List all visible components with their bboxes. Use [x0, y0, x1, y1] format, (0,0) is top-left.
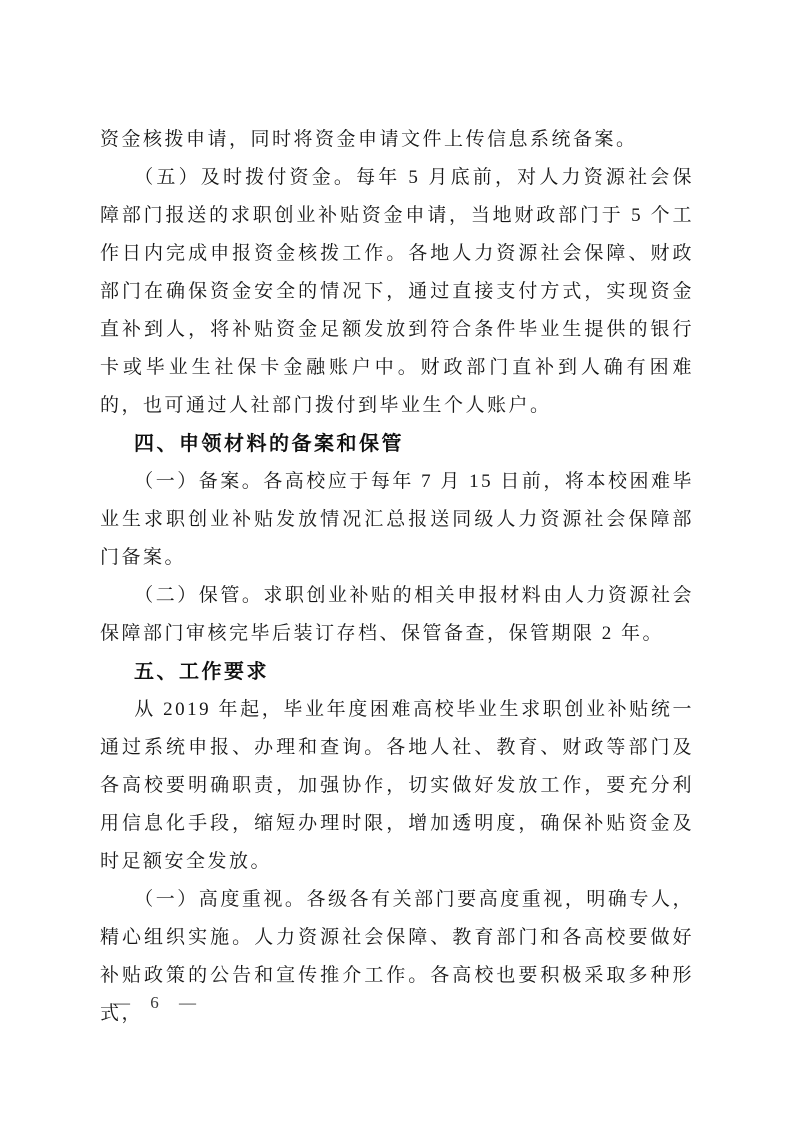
paragraph-continuation: 资金核拨申请，同时将资金申请文件上传信息系统备案。: [100, 129, 638, 150]
paragraph-item-2-storage: （二）保管。求职创业补贴的相关申报材料由人力资源社会保障部门审核完毕后装订存档、保管备查，保管期限 2 年。: [100, 585, 694, 644]
section-heading-4-materials: 四、申领材料的备案和保管: [134, 433, 404, 455]
paragraph-work-requirements-intro: 从 2019 年起，毕业年度困难高校毕业生求职创业补贴统一通过系统申报、办理和查询。各地人社、教育、财政等部门及各高校要明确职责，加强协作，切实做好发放工作，要充分利用信息化手段，缩短办理时限，增加透明度，确保补贴资金及时足额安全发放。: [100, 699, 694, 872]
section-heading-5-work-requirements: 五、工作要求: [134, 661, 269, 683]
paragraph-item-1-high-priority: （一）高度重视。各级各有关部门要高度重视，明确专人，精心组织实施。人力资源社会保障、教育部门和各高校要做好补贴政策的公告和宣传推介工作。各高校也要积极采取多种形式，: [100, 889, 694, 1024]
paragraph-item-1-filing: （一）备案。各高校应于每年 7 月 15 日前，将本校困难毕业生求职创业补贴发放情况汇总报送同级人力资源社会保障部门备案。: [100, 471, 694, 568]
document-body: [100, 121, 694, 1033]
paragraph-item-5-timely-payment: （五）及时拨付资金。每年 5 月底前，对人力资源社会保障部门报送的求职创业补贴资金申请，当地财政部门于 5 个工作日内完成申报资金核拨工作。各地人力资源社会保障、财政部门在确保资金安全的情况下，通过直接支付方式，实现资金直补到人，将补贴资金足额发放到符合条件毕业生提供的银行卡或毕业生社保卡金融账户中。财政部门直补到人确有困难的，也可通过人社部门拨付到毕业生个人账户。: [100, 167, 694, 416]
page-number-label: — 6 —: [113, 993, 197, 1012]
page-number: [113, 988, 197, 1018]
